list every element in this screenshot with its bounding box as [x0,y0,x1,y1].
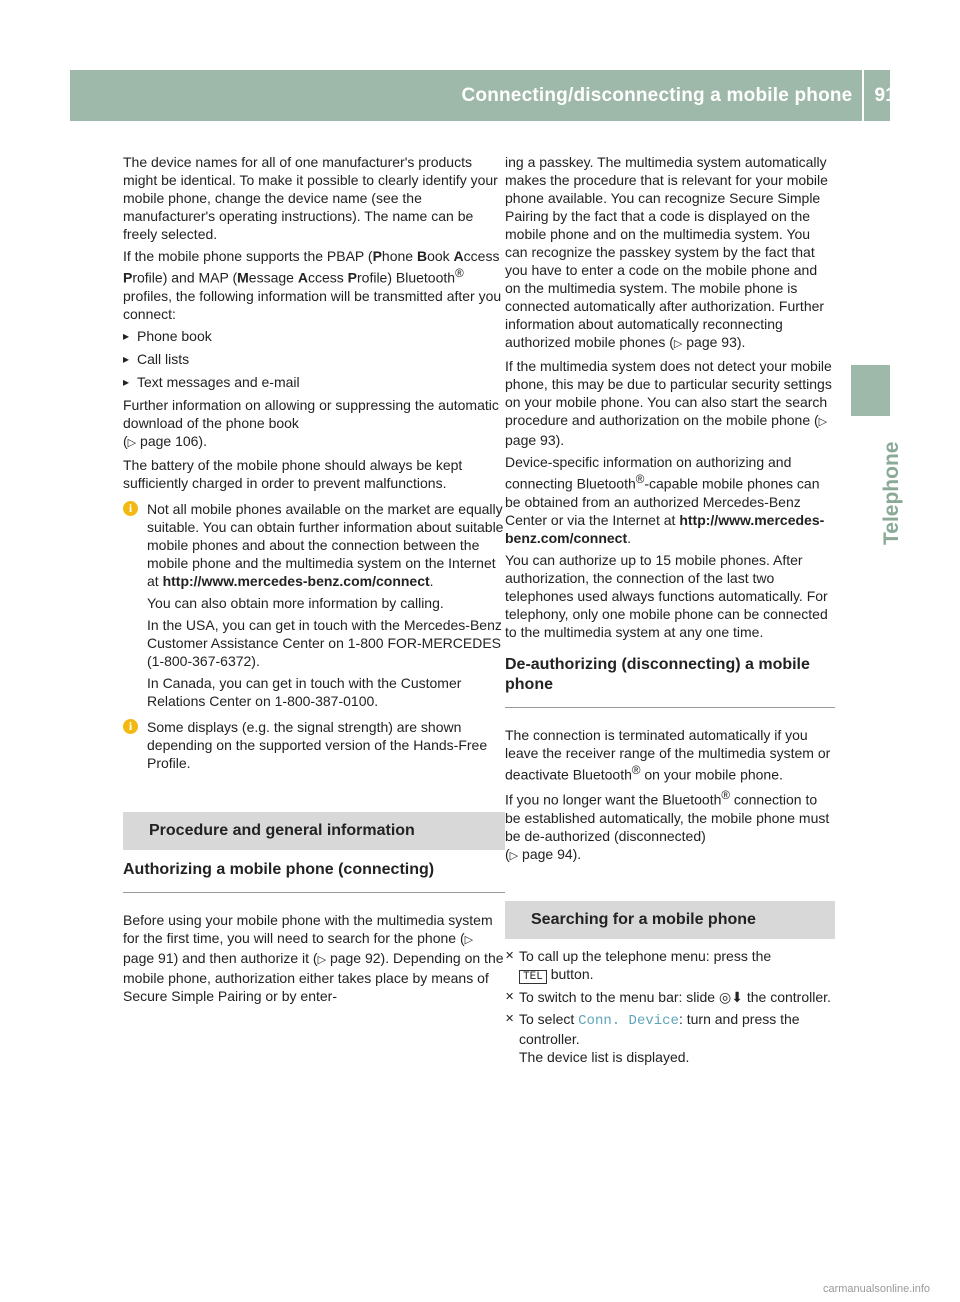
header-divider [862,70,864,121]
step-item: ✕ To select Conn. Device: turn and press the controller. The device list is displayed. [505,1010,835,1066]
section-heading: Procedure and general information [123,812,505,850]
info-note: i Not all mobile phones available on the market are equally suitable. You can obtain further information about suitable mobile phones and about the connection between the mobile phone and the multimedia system on the Internet at http://www.mercedes-benz.com/connect. You can also obtain more information by calling. In the USA, you can get in touch with the Mercedes-Benz Customer Assistance Center on 1-800 FOR-MERCEDES (1-800-367-6372). In Canada, you can get in touch with the Customer Relations Center on 1-800-387-0100. [123,500,505,710]
left-column [123,153,505,1009]
section-heading: Searching for a mobile phone [505,901,835,939]
paragraph-download: Further information on allowing or suppressing the automatic download of the phone book (▷ page 106). [123,396,499,449]
page-ref-arrow-icon: ▷ [509,849,519,862]
step-item: ✕ To switch to the menu bar: slide ◎⬇ the controller. [505,988,835,1006]
page-ref-arrow-icon: ▷ [673,338,683,350]
list-item: ▸ Text messages and e-mail [123,373,505,391]
link-mercedes-connect[interactable]: http://www.mercedes-benz.com/connect [162,572,430,589]
transmitted-info-list [123,327,505,391]
info-icon: i [123,719,138,734]
right-column [505,153,835,1070]
link-mercedes-connect[interactable]: http://www.mercedes-benz.com/connect [505,511,825,546]
subsection-heading: Authorizing a mobile phone (connecting) [123,860,435,878]
controller-slide-icon: ◎⬇ [719,988,743,1005]
watermark: carmanualsonline.info [822,1283,930,1295]
divider [505,707,835,708]
side-tab-label: Telephone [880,441,903,545]
paragraph-before-using: Before using your mobile phone with the multimedia system for the first time, you will need to search for the phone (▷ page 91) and then authorize it (▷ page 92). Depending on the mobile phone, authorization either takes place by means of Secure Simple Pairing or by enter- [123,911,504,1004]
paragraph-deauthorize: If you no longer want the Bluetooth® connection to be established automatically, the mobile phone must be de-authorized (disconnected) (▷ page 94). [505,789,830,862]
paragraph-battery: The battery of the mobile phone should always be kept sufficiently charged in order to prevent malfunctions. [123,456,463,491]
menu-item-conn-device: Conn. Device [578,1012,679,1029]
header-bar [70,70,896,121]
paragraph-not-detected: If the multimedia system does not detect your mobile phone, this may be due to particular security settings on your mobile phone. You can also start the search procedure and authorization on the mobile phone (▷ page 93). [505,358,832,448]
step-item: ✕ To call up the telephone menu: press the TEL button. [505,947,835,984]
paragraph-authorize-limit: You can authorize up to 15 mobile phones. After authorization, the connection of the last two telephones used always functions automatically. For telephony, only one mobile phone can be connected to the multimedia system at any one time. [505,551,828,640]
list-item: ▸ Phone book [123,327,505,345]
page-ref-arrow-icon: ▷ [127,436,137,449]
list-item: ▸ Call lists [123,350,505,368]
chapter-title: Connecting/disconnecting a mobile phone [461,85,853,106]
paragraph-device-specific: Device-specific information on authorizing and connecting Bluetooth®-capable mobile phones can be obtained from an authorized Mercedes-Benz Center or via the Internet at http://www.mercedes-benz.com/connect. [505,454,825,546]
paragraph-pbap: If the mobile phone supports the PBAP (Phone Book Access Profile) and MAP (Message Access Profile) Bluetooth® profiles, the following information will be transmitted after you connect: [123,248,502,322]
tel-key-icon: TEL [519,970,547,984]
search-steps-list [505,947,835,1066]
page-header [70,70,896,121]
page-number: 91 [874,85,896,106]
paragraph-terminated: The connection is terminated automatically if you leave the receiver range of the multimedia system or deactivate Bluetooth® on your mobile phone. [505,726,831,783]
info-icon: i [123,501,138,516]
paragraph-device-names: The device names for all of one manufacturer's products might be identical. To make it possible to clearly identify your mobile phone, change the device name (see the manufacturer's operating instructions). The name can be freely selected. [123,154,498,242]
divider [123,892,505,893]
page-ref-arrow-icon: ▷ [317,953,327,966]
side-tab-marker [851,365,890,416]
page-ref-arrow-icon: ▷ [818,416,828,428]
info-note: i Some displays (e.g. the signal strength) are shown depending on the supported version of the Hands-Free Profile. [123,718,505,772]
paragraph-passkey: ing a passkey. The multimedia system automatically makes the procedure that is relevant for your mobile phone available. You can recognize Secure Simple Pairing by the fact that a code is displayed on the mobile phone and on the multimedia system. You can recognize the passkey system by the fact that you have to enter a code on the mobile phone and on the multimedia system. The mobile phone is connected automatically after authorization. Further information about automatically reconnecting authorized mobile phones (▷ page 93). [505,154,828,350]
page-ref-arrow-icon: ▷ [464,933,474,946]
subsection-heading: De-authorizing (disconnecting) a mobile phone [505,655,810,693]
